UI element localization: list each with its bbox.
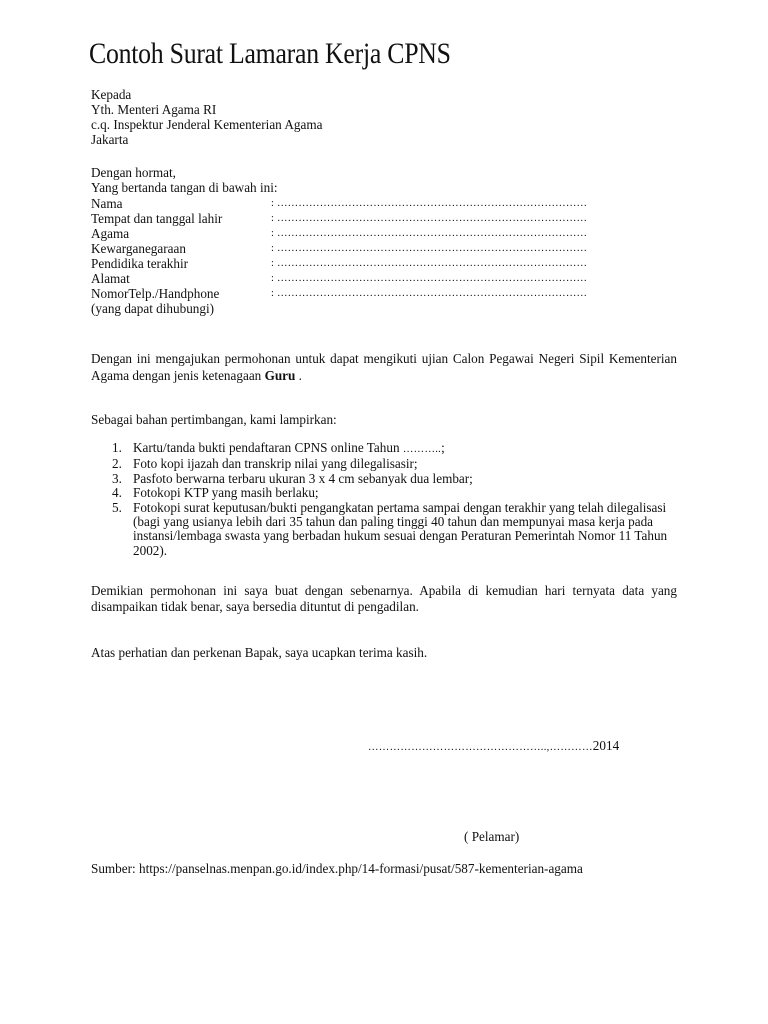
field-value-agama: : …………………………………………………………………………… xyxy=(271,228,588,239)
field-row xyxy=(91,271,681,286)
list-text: Foto kopi ijazah dan transkrip nilai yang dilegalisasir; xyxy=(133,456,418,472)
list-text: Kartu/tanda bukti pendaftaran CPNS online Tahun xyxy=(133,440,403,455)
list-item xyxy=(112,501,677,559)
identity-fields xyxy=(91,196,681,316)
list-text: Pasfoto berwarna terbaru ukuran 3 x 4 cm sebanyak dua lembar; xyxy=(133,470,473,486)
field-value-pendidikan: : …………………………………………………………………………… xyxy=(271,258,588,269)
field-row xyxy=(91,226,681,241)
signature-year: 2014 xyxy=(592,738,620,753)
list-item xyxy=(112,457,677,471)
field-row xyxy=(91,196,681,211)
recipient-block xyxy=(91,87,322,147)
job-type: Guru xyxy=(264,368,296,383)
list-item xyxy=(112,441,677,457)
list-number: 2. xyxy=(112,456,122,472)
field-row xyxy=(91,286,681,301)
field-value-alamat: : …………………………………………………………………………… xyxy=(271,273,588,284)
field-value-nama: : …………………………………………………………………………… xyxy=(271,198,588,209)
list-number: 4. xyxy=(112,485,122,501)
attachments-intro: Sebagai bahan pertimbangan, kami lampirkan: xyxy=(91,412,337,427)
recipient-line: Kepada xyxy=(91,87,132,102)
field-row xyxy=(91,256,681,271)
field-note: (yang dapat dihubungi) xyxy=(91,301,215,316)
field-value-kewarganegaraan: : …………………………………………………………………………… xyxy=(271,243,588,254)
list-number: 1. xyxy=(112,440,122,455)
recipient-line: c.q. Inspektur Jenderal Kementerian Agama xyxy=(91,117,323,132)
field-row xyxy=(91,241,681,256)
field-row xyxy=(91,211,681,226)
recipient-line: Yth. Menteri Agama RI xyxy=(91,102,217,117)
list-item xyxy=(112,472,677,486)
field-label-alamat: Alamat xyxy=(91,271,130,286)
signature-name: ( Pelamar) xyxy=(464,829,520,844)
greeting-block xyxy=(91,165,278,195)
page-title: Contoh Surat Lamaran Kerja CPNS xyxy=(89,37,451,70)
field-value-ttl: : …………………………………………………………………………… xyxy=(271,213,588,224)
field-label-telp: NomorTelp./Handphone xyxy=(91,286,220,301)
signature-date xyxy=(368,738,619,754)
list-dots: ……….. xyxy=(402,444,442,455)
signature-dots: …………………………………………..,………… xyxy=(368,742,593,753)
list-number: 3. xyxy=(112,470,122,486)
application-text: Dengan ini mengajukan permohonan untuk dapat mengikuti ujian Calon Pegawai Negeri Sipil Kementerian Agama dengan jenis ketenagaan xyxy=(91,351,677,383)
list-text: Fotokopi KTP yang masih berlaku; xyxy=(133,485,319,501)
closing-statement: Demikian permohonan ini saya buat dengan sebenarnya. Apabila di kemudian hari ternyata data yang disampaikan tidak benar, saya bersedia dituntut di pengadilan. xyxy=(91,583,677,614)
field-label-pendidikan: Pendidika terakhir xyxy=(91,256,189,271)
field-label-kewarganegaraan: Kewarganegaraan xyxy=(91,241,186,256)
field-value-telp: : …………………………………………………………………………… xyxy=(271,288,588,299)
list-text: Fotokopi surat keputusan/bukti pengangkatan pertama sampai dengan terakhir yang telah dilegalisasi (bagi yang usianya lebih dari 35 tahun dan paling tinggi 40 tahun dan mempunyai masa kerja pada instansi/lembaga swasta yang berbadan hukum sesuai dengan Peraturan Pemerintah Nomor 11 Tahun 2002). xyxy=(133,499,668,558)
list-number: 5. xyxy=(112,499,122,515)
list-item xyxy=(112,486,677,500)
application-paragraph xyxy=(91,350,677,384)
attachments-list xyxy=(112,441,677,558)
source-line: Sumber: https://panselnas.menpan.go.id/index.php/14-formasi/pusat/587-kementerian-agama xyxy=(91,861,583,876)
thanks-line: Atas perhatian dan perkenan Bapak, saya ucapkan terima kasih. xyxy=(91,645,428,660)
intro-text: Yang bertanda tangan di bawah ini: xyxy=(91,180,278,195)
recipient-line: Jakarta xyxy=(91,132,129,147)
field-label-agama: Agama xyxy=(91,226,130,241)
list-end: ; xyxy=(441,440,445,455)
field-label-nama: Nama xyxy=(91,196,123,211)
field-label-ttl: Tempat dan tanggal lahir xyxy=(91,211,223,226)
salutation: Dengan hormat, xyxy=(91,165,176,180)
application-end: . xyxy=(295,368,302,383)
